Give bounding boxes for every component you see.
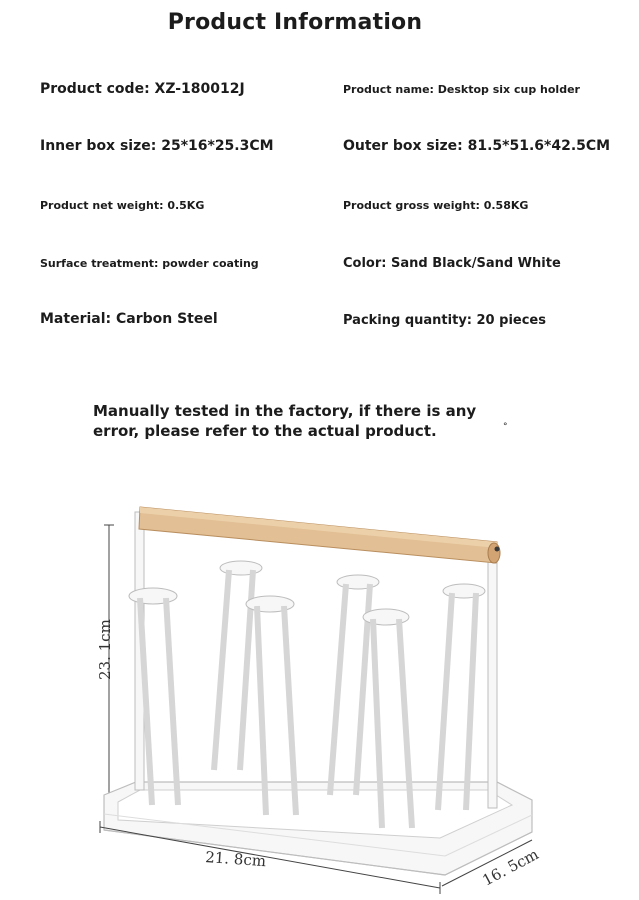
spec-product-name: Product name: Desktop six cup holder — [343, 83, 580, 96]
cup-holder-illustration — [0, 480, 639, 900]
cup-peg-6 — [438, 584, 485, 810]
spec-material: Material: Carbon Steel — [40, 311, 218, 327]
wooden-handle — [139, 507, 500, 563]
cup-peg-4 — [330, 575, 379, 795]
page-title: Product Information — [167, 10, 423, 35]
notice-mark: ° — [503, 422, 508, 432]
spec-surface-treatment: Surface treatment: powder coating — [40, 257, 259, 270]
spec-net-weight: Product net weight: 0.5KG — [40, 199, 205, 212]
height-dimension-label: 23. 1cm — [96, 619, 114, 680]
spec-product-code: Product code: XZ-180012J — [40, 81, 245, 97]
cup-peg-2 — [214, 561, 262, 770]
spec-outer-box-size: Outer box size: 81.5*51.6*42.5CM — [343, 138, 611, 154]
spec-color: Color: Sand Black/Sand White — [343, 256, 561, 271]
disclaimer-notice: Manually tested in the factory, if there is any error, please refer to the actual product. — [93, 402, 477, 440]
spec-inner-box-size: Inner box size: 25*16*25.3CM — [40, 138, 274, 154]
depth-dimension-label: 16. 5cm — [479, 845, 542, 890]
spec-gross-weight: Product gross weight: 0.58KG — [343, 199, 529, 212]
spec-packing-quantity: Packing quantity: 20 pieces — [343, 313, 546, 328]
width-dimension-label: 21. 8cm — [204, 848, 267, 871]
